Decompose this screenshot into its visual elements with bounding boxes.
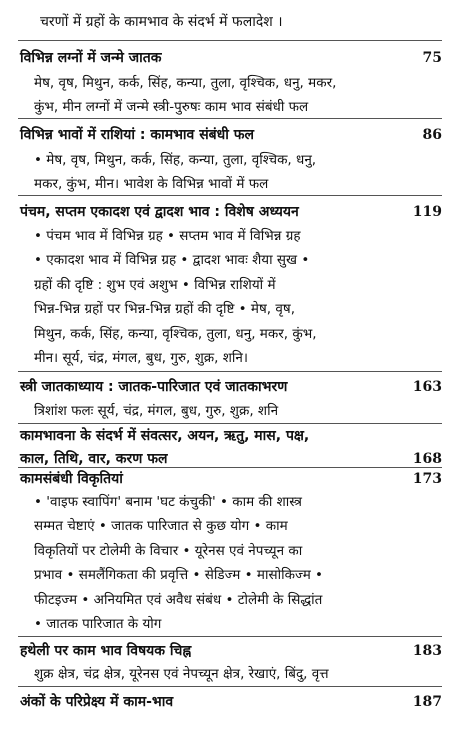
entry-title: अंकों के परिप्रेक्ष्य में काम-भाव <box>20 694 174 710</box>
entry-title: कामसंबंधी विकृतियां <box>20 471 123 487</box>
entry-page-number: 86 <box>422 127 442 143</box>
entry-page-number: 168 <box>412 451 442 467</box>
entry-line: • जातक पारिजात के योग <box>34 616 162 633</box>
intro-line: चरणों में ग्रहों के कामभाव के संदर्भ में फलादेश । <box>40 14 283 30</box>
divider <box>18 636 442 637</box>
entry-page-number: 173 <box>412 471 442 487</box>
entry-title: हथेली पर काम भाव विषयक चिह्न <box>20 643 192 659</box>
entry-page-number: 183 <box>412 643 442 659</box>
divider <box>18 686 442 687</box>
divider <box>18 118 442 119</box>
entry-description <box>34 490 442 636</box>
entry-title-continued: काल, तिथि, वार, करण फल <box>20 451 168 467</box>
entry-line: • पंचम भाव में विभिन्न ग्रह • सप्तम भाव में विभिन्न ग्रह <box>34 228 301 244</box>
entry-page-number: 75 <box>422 50 442 66</box>
entry-page-number: 119 <box>412 204 442 220</box>
entry-line: फीटइज्म • अनियमित एवं अवैध संबंध • टोलेमी के सिद्धांत <box>34 591 323 608</box>
entry-title: पंचम, सप्तम एकादश एवं द्वादश भाव : विशेष अध्ययन <box>20 204 299 220</box>
entry-line: • 'वाइफ स्वापिंग' बनाम 'घट कंचुकी' • काम की शास्त्र <box>34 494 302 510</box>
entry-line: विकृतियों पर टोलेमी के विचार • यूरेनस एवं नेपच्यून का <box>34 542 303 559</box>
entry-description <box>34 224 442 370</box>
divider <box>18 40 442 41</box>
entry-line: सम्मत चेष्टाएं • जातक पारिजात से कुछ योग • काम <box>34 518 288 535</box>
entry-page-number: 163 <box>412 379 442 395</box>
entry-description <box>34 662 442 686</box>
entry-line: • मेष, वृष, मिथुन, कर्क, सिंह, कन्या, तुला, वृश्चिक, धनु, <box>34 152 317 168</box>
entry-line: त्रिशांश फलः सूर्य, चंद्र, मंगल, बुध, गुरु, शुक्र, शनि <box>34 403 279 419</box>
entry-line: कुंभ, मीन लग्नों में जन्मे स्त्री-पुरुषः काम भाव संबंधी फल <box>34 99 309 116</box>
entry-description <box>34 71 442 120</box>
entry-line: मिथुन, कर्क, सिंह, कन्या, वृश्चिक, तुला, धनु, मकर, कुंभ, <box>34 325 317 342</box>
entry-title: कामभावना के संदर्भ में संवत्सर, अयन, ऋतु, मास, पक्ष, <box>20 428 310 444</box>
entry-line: मीन। सूर्य, चंद्र, मंगल, बुध, गुरु, शुक्र, शनि। <box>34 350 249 367</box>
entry-line: मकर, कुंभ, मीन। भावेश के विभिन्न भावों में फल <box>34 176 269 193</box>
entry-description <box>34 399 442 423</box>
entry-page-number: 187 <box>412 694 442 710</box>
divider <box>18 195 442 196</box>
entry-line: ग्रहों की दृष्टि : शुभ एवं अशुभ • विभिन्न राशियों में <box>34 276 276 293</box>
entry-title: विभिन्न भावों में राशियां : कामभाव संबंधी फल <box>20 127 255 143</box>
entry-title: विभिन्न लग्नों में जन्मे जातक <box>20 50 162 66</box>
entry-line: • एकादश भाव में विभिन्न ग्रह • द्वादश भावः शैया सुख • <box>34 252 310 269</box>
entry-line: शुक्र क्षेत्र, चंद्र क्षेत्र, यूरेनस एवं नेपच्यून क्षेत्र, रेखाएं, बिंदु, वृत्त <box>34 666 329 682</box>
entry-line: भिन्न-भिन्न ग्रहों पर भिन्न-भिन्न ग्रहों की दृष्टि • मेष, वृष, <box>34 301 295 318</box>
entry-title: स्त्री जातकाध्याय : जातक-पारिजात एवं जातकाभरण <box>20 379 288 395</box>
entry-description <box>34 148 442 197</box>
entry-line: प्रभाव • समलैंगिकता की प्रवृत्ति • सेडिज्म • मासोकिज्म • <box>34 567 324 584</box>
entry-line: मेष, वृष, मिथुन, कर्क, सिंह, कन्या, तुला, वृश्चिक, धनु, मकर, <box>34 75 337 91</box>
divider <box>18 371 442 372</box>
